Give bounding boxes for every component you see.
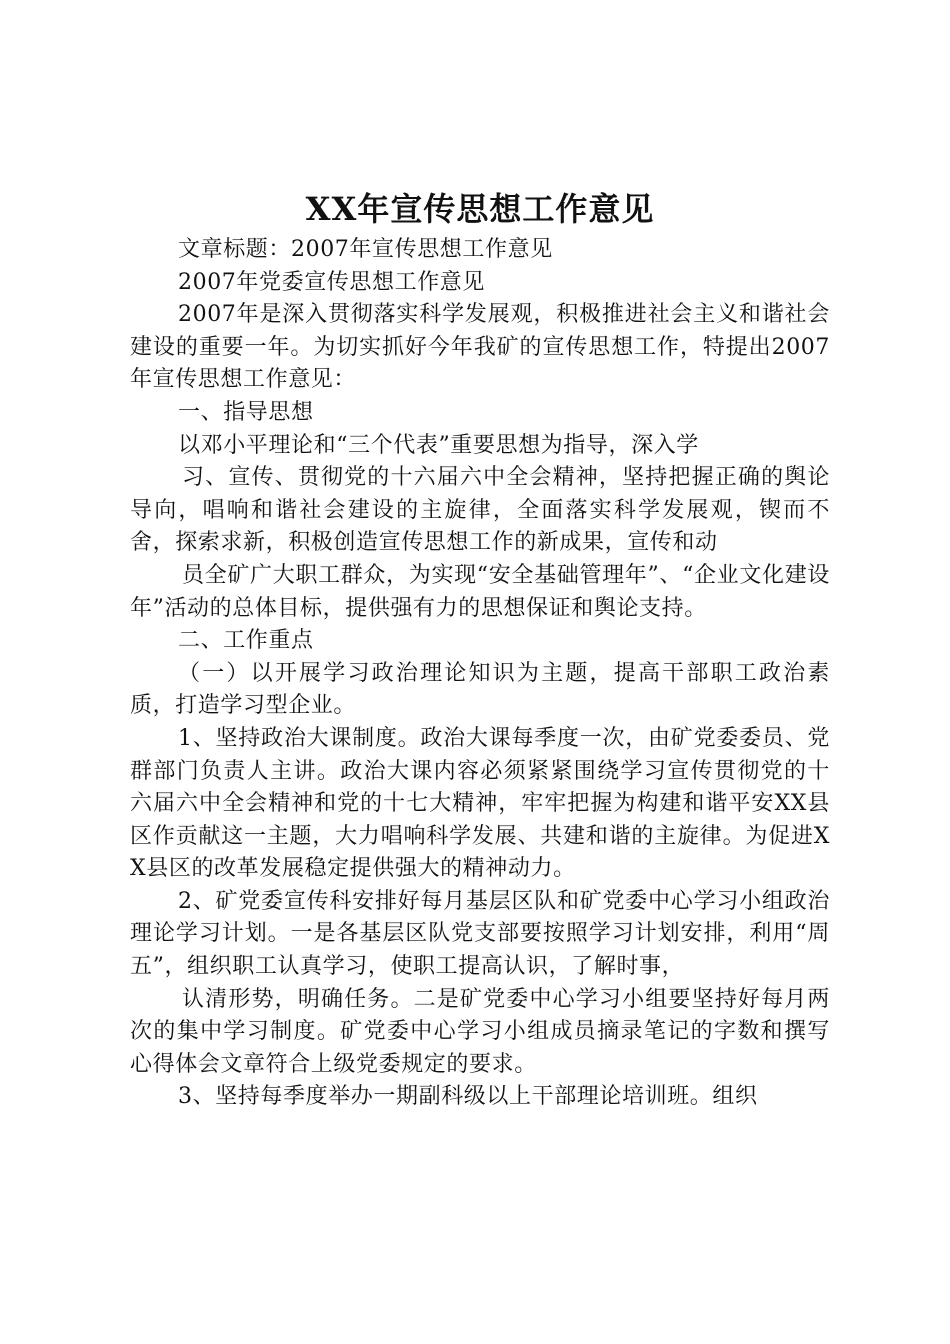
list-item-2-continued: 认清形势，明确任务。二是矿党委中心学习小组要坚持好每月两次的集中学习制度。矿党委中心学习小组成员摘录笔记的字数和撰写心得体会文章符合上级党委规定的要求。 [130, 986, 830, 1077]
paragraph-intro: 2007年是深入贯彻落实科学发展观，积极推进社会主义和谐社会建设的重要一年。为切实抓好今年我矿的宣传思想工作，特提出2007年宣传思想工作意见： [130, 302, 830, 393]
paragraph-guiding-3: 员全矿广大职工群众，为实现“安全基础管理年”、“企业文化建设年”活动的总体目标，提供强有力的思想保证和舆论支持。 [130, 562, 830, 621]
paragraph-guiding-1: 以邓小平理论和“三个代表”重要思想为指导，深入学 [178, 432, 699, 458]
paragraph-guiding-2: 习、宣传、贯彻党的十六届六中全会精神，坚持把握正确的舆论导向，唱响和谐社会建设的主旋律，全面落实科学发展观，锲而不舍，探索求新，积极创造宣传思想工作的新成果，宣传和动 [130, 465, 830, 556]
paragraph-article-title: 文章标题：2007年宣传思想工作意见 [178, 237, 553, 262]
paragraph-subtitle: 2007年党委宣传思想工作意见 [178, 269, 485, 295]
document-title: XX年宣传思想工作意见 [305, 190, 655, 228]
document-page [130, 188, 830, 1114]
section-heading-key-work: 二、工作重点 [178, 628, 314, 654]
list-item-2: 2、矿党委宣传科安排好每月基层区队和矿党委中心学习小组政治理论学习计划。一是各基层区队党支部要按照学习计划安排，利用“周五”，组织职工认真学习，使职工提高认识，了解时事， [130, 888, 830, 980]
list-item-3: 3、坚持每季度举办一期副科级以上干部理论培训班。组织 [178, 1084, 758, 1110]
section-heading-guiding-thought: 一、指导思想 [178, 399, 314, 425]
list-item-1: 1、坚持政治大课制度。政治大课每季度一次，由矿党委委员、党群部门负责人主讲。政治大课内容必须紧紧围绕学习宣传贯彻党的十六届六中全会精神和党的十七大精神，牢牢把握为构建和谐平安XX县区作贡献这一主题，大力唱响科学发展、共建和谐的主旋律。为促进XX县区的改革发展稳定提供强大的精神动力。 [130, 725, 830, 882]
subsection-heading-1: （一）以开展学习政治理论知识为主题，提高干部职工政治素质，打造学习型企业。 [130, 660, 830, 719]
